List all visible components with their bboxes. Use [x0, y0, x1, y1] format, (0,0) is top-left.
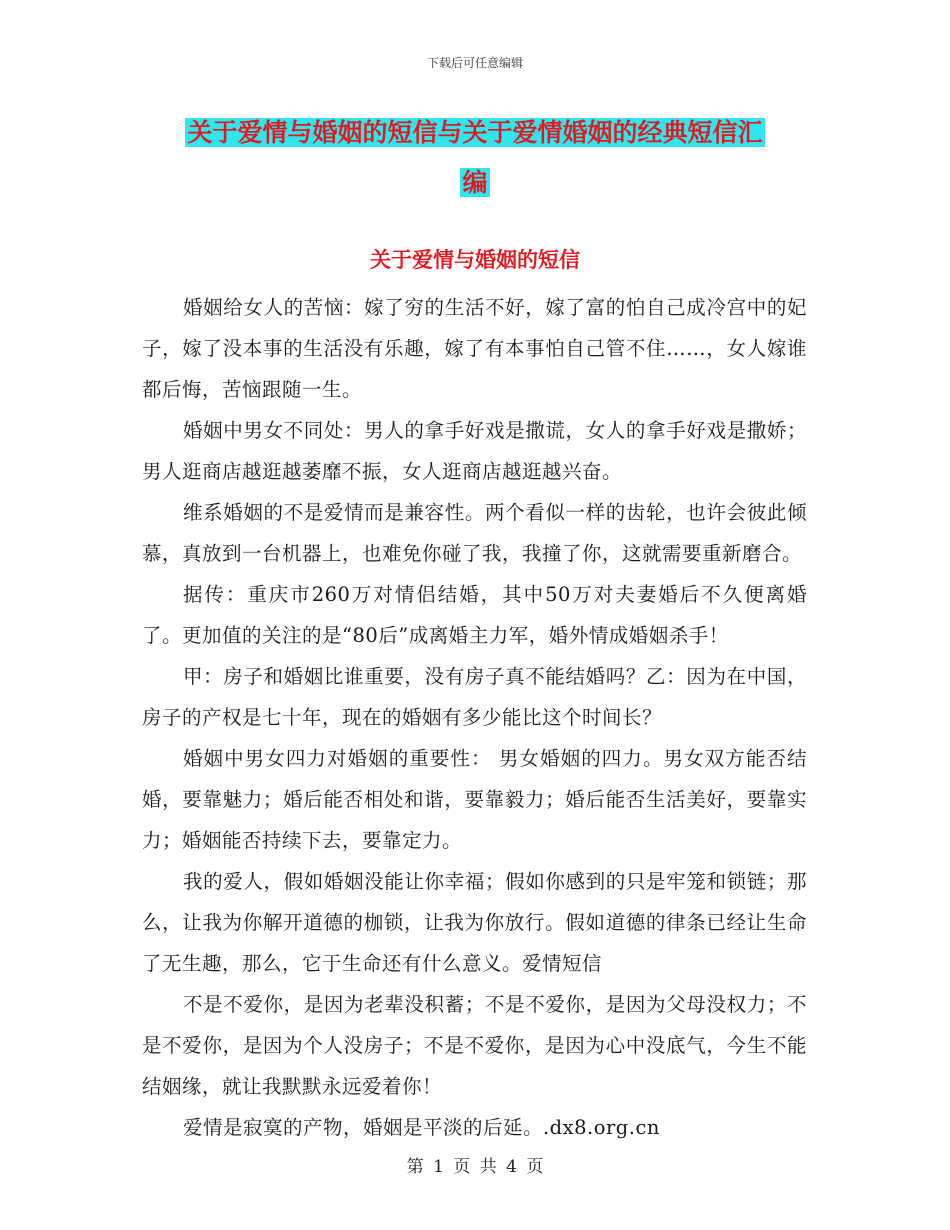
paragraph: 婚姻给女人的苦恼：嫁了穷的生活不好，嫁了富的怕自己成冷宫中的妃子，嫁了没本事的生活没有乐趣，嫁了有本事怕自己管不住……，女人嫁谁都后悔，苦恼跟随一生。: [142, 296, 807, 401]
page-footer: 第 1 页 共 4 页: [406, 1157, 544, 1177]
page-header: 下载后可任意编辑: [426, 56, 523, 70]
document-title: [0, 108, 950, 208]
paragraph: 婚姻中男女不同处：男人的拿手好戏是撒谎，女人的拿手好戏是撒娇；男人逛商店越逛越萎靡不振，女人逛商店越逛越兴奋。: [142, 419, 807, 483]
body-content: [142, 287, 807, 1148]
paragraph: 甲：房子和婚姻比谁重要，没有房子真不能结婚吗？乙：因为在中国，房子的产权是七十年，现在的婚姻有多少能比这个时间长？: [142, 665, 807, 729]
paragraph: 爱情是寂寞的产物，婚姻是平淡的后延。.dx8.org.cn: [182, 1116, 660, 1139]
paragraph: 不是不爱你，是因为老辈没积蓄；不是不爱你，是因为父母没权力；不是不爱你，是因为个人没房子；不是不爱你，是因为心中没底气，今生不能结姻缘，就让我默默永远爱着你！: [142, 993, 807, 1098]
section-title: 关于爱情与婚姻的短信: [370, 247, 580, 272]
paragraph: 维系婚姻的不是爱情而是兼容性。两个看似一样的齿轮，也许会彼此倾慕，真放到一台机器上，也难免你碰了我，我撞了你，这就需要重新磨合。: [142, 501, 807, 565]
paragraph: 据传：重庆市260万对情侣结婚，其中50万对夫妻婚后不久便离婚了。更加值的关注的是“80后”成离婚主力军，婚外情成婚姻杀手！: [142, 583, 807, 647]
paragraph: 我的爱人，假如婚姻没能让你幸福；假如你感到的只是牢笼和锁链；那么，让我为你解开道德的枷锁，让我为你放行。假如道德的律条已经让生命了无生趣，那么，它于生命还有什么意义。爱情短信: [142, 870, 807, 975]
paragraph: 婚姻中男女四力对婚姻的重要性： 男女婚姻的四力。男女双方能否结婚，要靠魅力；婚后能否相处和谐，要靠毅力；婚后能否生活美好，要靠实力；婚姻能否持续下去，要靠定力。: [142, 747, 807, 852]
document-title-line-2: 编: [462, 168, 488, 197]
document-title-line-1: 关于爱情与婚姻的短信与关于爱情婚姻的经典短信汇: [187, 118, 763, 147]
